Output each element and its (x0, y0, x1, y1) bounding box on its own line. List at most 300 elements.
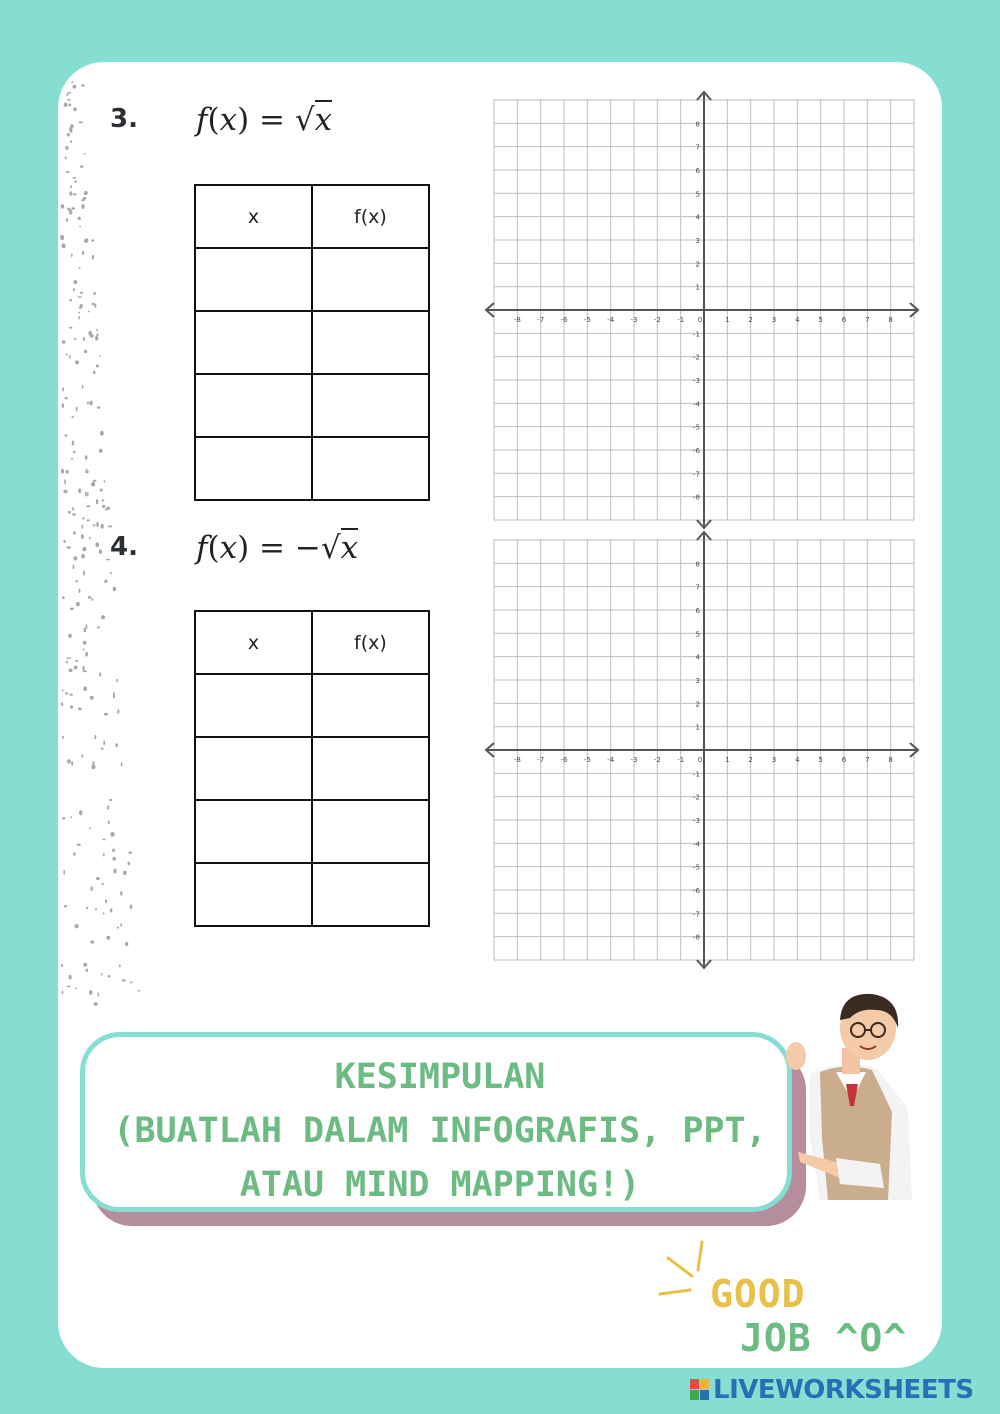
table-header-x: x (195, 611, 312, 674)
speckle-dot (78, 296, 82, 298)
speckle-dot (96, 334, 99, 336)
speckle-dot (117, 926, 119, 928)
y-tick-label: 8 (695, 560, 700, 569)
speckle-dot (113, 869, 116, 874)
conclusion-instruction-1: (BUATLAH DALAM INFOGRAFIS, PPT, (113, 1111, 767, 1151)
speckle-dot (91, 765, 95, 770)
y-tick-label: 1 (695, 283, 700, 292)
x-tick-label: 1 (725, 316, 730, 324)
x-tick-label: -2 (653, 316, 661, 324)
speckle-dot (94, 304, 96, 308)
speckle-dot (84, 239, 88, 243)
speckle-dot (73, 531, 76, 534)
x-tick-label: 4 (795, 316, 800, 324)
speckle-dot (128, 862, 131, 865)
speckle-dot (86, 907, 88, 909)
x-tick-label: 3 (771, 756, 777, 764)
speckle-dot (110, 908, 113, 912)
speckle-dot (89, 990, 93, 995)
formula-arg: x (219, 102, 238, 138)
speckle-dot (66, 470, 69, 474)
speckle-dot (67, 133, 70, 137)
speckle-dot (101, 883, 103, 885)
speckle-dot (91, 598, 93, 601)
liveworksheets-footer[interactable] (690, 1374, 974, 1406)
speckle-dot (71, 761, 73, 766)
y-tick-label: 7 (695, 143, 700, 152)
table-cell[interactable] (195, 311, 312, 374)
table-cell[interactable] (195, 374, 312, 437)
speckle-dot (83, 337, 85, 341)
speckle-dot (88, 596, 92, 599)
speckle-dot (66, 353, 68, 355)
speckle-dot (72, 507, 74, 510)
y-tick-label: 4 (695, 213, 700, 222)
y-tick-label: -3 (693, 377, 700, 385)
speckle-dot (70, 185, 72, 188)
good-text: GOOD (710, 1272, 806, 1316)
table-cell[interactable] (312, 863, 429, 926)
speckle-dot (66, 93, 68, 96)
table-cell[interactable] (312, 800, 429, 863)
speckle-dot (81, 534, 84, 539)
speckle-dot (78, 488, 81, 493)
x-tick-label: 6 (841, 756, 847, 764)
x-tick-label: 7 (865, 756, 870, 764)
speckle-dot (75, 580, 78, 582)
x-tick-label: 6 (841, 316, 847, 324)
speckle-dot (64, 905, 67, 907)
speckle-dot (68, 209, 72, 211)
speckle-dot (86, 469, 88, 471)
speckle-dot (138, 990, 140, 992)
speckle-dot (84, 153, 86, 155)
speckle-dot (100, 355, 102, 357)
speckle-dot (71, 458, 74, 460)
teacher-illustration (780, 988, 920, 1204)
formula-fn: f (196, 102, 208, 138)
y-tick-label: -4 (693, 400, 700, 409)
speckle-dot (79, 589, 81, 593)
speckle-dot (62, 387, 64, 391)
x-tick-label: 1 (725, 756, 730, 764)
speckle-dot (65, 157, 67, 160)
speckle-dot (85, 652, 88, 657)
speckle-dot (125, 942, 129, 946)
speckle-dot (81, 554, 85, 558)
speckle-dot (82, 547, 86, 551)
speckle-dot (67, 759, 71, 763)
speckle-dot (73, 853, 76, 856)
speckle-dot (86, 505, 90, 507)
y-tick-label: -8 (693, 933, 700, 942)
sqrt-icon: √ (294, 102, 315, 138)
problem-4-number: 4. (110, 532, 138, 562)
table-header-fx: f(x) (312, 611, 429, 674)
speckle-dot (95, 336, 98, 341)
speckle-dot (68, 511, 71, 514)
x-tick-label: -6 (560, 316, 568, 324)
table-cell[interactable] (312, 674, 429, 737)
speckle-dot (62, 991, 64, 995)
speckle-dot (69, 327, 73, 329)
speckle-dot (90, 887, 93, 891)
conclusion-text (86, 1050, 794, 1212)
speckle-dot (94, 735, 96, 739)
speckle-dot (101, 747, 103, 750)
formula-radicand: x (340, 530, 359, 566)
speckle-dot (88, 311, 90, 313)
speckle-dot (84, 191, 88, 195)
x-tick-label: 2 (748, 316, 753, 324)
y-tick-label: 6 (695, 607, 700, 615)
speckle-dot (63, 490, 67, 494)
sqrt-icon: √ (320, 530, 341, 566)
speckle-dot (91, 239, 94, 241)
y-tick-label: 4 (695, 653, 700, 662)
formula-sign: − (294, 530, 321, 566)
speckle-dot (81, 199, 85, 201)
liveworksheets-logo-icon (690, 1379, 710, 1401)
table-cell[interactable] (312, 437, 429, 500)
speckle-dot (104, 480, 106, 482)
speckle-dot (65, 692, 68, 694)
speckle-dot (96, 365, 99, 368)
speckle-dot (82, 666, 84, 671)
speckle-decoration (58, 62, 158, 1022)
speckle-dot (62, 817, 65, 820)
speckle-dot (66, 171, 70, 173)
speckle-dot (70, 608, 74, 611)
x-tick-label: 5 (818, 316, 823, 324)
speckle-dot (70, 694, 73, 696)
x-tick-label: -5 (583, 756, 591, 764)
speckle-dot (79, 226, 81, 228)
x-tick-label: -3 (630, 756, 638, 764)
speckle-dot (84, 628, 86, 632)
speckle-dot (75, 360, 79, 364)
speckle-dot (62, 340, 66, 343)
speckle-dot (63, 870, 65, 875)
speckle-dot (68, 92, 72, 94)
speckle-dot (85, 471, 88, 474)
y-tick-label: -5 (693, 863, 700, 872)
speckle-dot (101, 615, 105, 619)
speckle-dot (70, 816, 72, 818)
speckle-dot (105, 579, 107, 583)
speckle-dot (87, 492, 89, 496)
speckle-dot (84, 350, 87, 353)
table-cell[interactable] (195, 674, 312, 737)
speckle-dot (71, 253, 73, 257)
speckle-dot (81, 204, 84, 209)
speckle-dot (66, 661, 69, 663)
speckle-dot (68, 634, 72, 638)
speckle-dot (78, 316, 80, 319)
speckle-dot (93, 292, 96, 295)
speckle-dot (73, 107, 77, 111)
speckle-dot (81, 84, 84, 86)
problem-3-formula: f(x) = √x (196, 102, 333, 138)
speckle-dot (94, 1002, 98, 1006)
speckle-dot (75, 988, 77, 990)
speckle-dot (64, 479, 66, 484)
speckle-dot (69, 210, 72, 214)
speckle-dot (90, 940, 94, 943)
speckle-dot (109, 799, 113, 801)
x-tick-label: 0 (697, 756, 703, 764)
x-tick-label: 2 (748, 756, 753, 764)
speckle-dot (93, 524, 96, 526)
speckle-dot (61, 964, 63, 967)
table-cell[interactable] (195, 737, 312, 800)
speckle-dot (73, 288, 75, 291)
y-tick-label: 5 (695, 630, 700, 639)
speckle-dot (103, 853, 105, 857)
table-cell[interactable] (195, 863, 312, 926)
speckle-dot (62, 243, 66, 248)
x-tick-label: -1 (677, 316, 685, 324)
speckle-dot (130, 904, 133, 909)
speckle-dot (110, 832, 114, 837)
x-tick-label: 0 (697, 316, 703, 324)
speckle-dot (120, 923, 122, 926)
speckle-dot (92, 255, 94, 260)
x-tick-label: 8 (888, 316, 893, 324)
y-tick-label: -6 (693, 447, 700, 455)
speckle-dot (78, 312, 80, 314)
speckle-dot (83, 571, 85, 576)
y-tick-label: -5 (693, 423, 700, 432)
speckle-dot (78, 217, 81, 221)
speckle-dot (116, 679, 118, 683)
speckle-dot (89, 827, 91, 829)
speckle-dot (90, 696, 94, 700)
speckle-dot (87, 401, 89, 404)
y-tick-label: -1 (693, 330, 700, 339)
speckle-dot (97, 626, 100, 628)
speckle-dot (103, 740, 105, 745)
speckle-dot (82, 524, 84, 528)
speckle-dot (83, 963, 87, 967)
speckle-dot (122, 979, 126, 981)
y-tick-label: -4 (693, 840, 700, 849)
speckle-dot (86, 519, 89, 521)
speckle-dot (120, 891, 123, 895)
footer-brand: LIVEWORKSHEETS (713, 1375, 974, 1405)
speckle-dot (74, 338, 76, 340)
y-tick-label: 2 (695, 700, 700, 709)
speckle-dot (67, 657, 69, 660)
speckle-dot (128, 852, 132, 854)
speckle-dot (101, 524, 104, 529)
speckle-dot (73, 177, 77, 179)
speckle-dot (93, 371, 96, 374)
x-tick-label: -1 (677, 756, 685, 764)
speckle-dot (82, 385, 84, 389)
speckle-dot (108, 975, 111, 978)
x-tick-label: -8 (513, 316, 521, 324)
problem-4-value-table (194, 610, 430, 927)
speckle-dot (80, 304, 83, 308)
speckle-dot (67, 546, 71, 548)
speckle-dot (74, 666, 78, 670)
speckle-dot (72, 451, 75, 453)
speckle-dot (93, 480, 97, 482)
problem-4-formula: f(x) = −√x (196, 530, 359, 566)
y-tick-label: 5 (695, 190, 700, 199)
x-tick-label: -4 (607, 316, 615, 324)
speckle-dot (73, 556, 77, 560)
speckle-dot (62, 690, 64, 692)
speckle-dot (76, 602, 80, 606)
speckle-dot (96, 877, 100, 880)
speckle-dot (69, 355, 71, 359)
speckle-dot (112, 857, 116, 861)
speckle-dot (72, 513, 76, 516)
speckle-dot (103, 839, 106, 841)
coordinate-grid-4[interactable] (482, 530, 922, 970)
table-cell[interactable] (312, 374, 429, 437)
speckle-dot (78, 267, 80, 269)
speckle-dot (60, 235, 64, 240)
speckle-dot (85, 492, 87, 497)
x-tick-label: 8 (888, 756, 893, 764)
y-tick-label: 3 (695, 237, 700, 245)
speckle-dot (73, 193, 77, 195)
speckle-dot (71, 207, 75, 210)
speckle-dot (100, 489, 103, 492)
speckle-dot (63, 540, 65, 543)
speckle-dot (77, 844, 81, 846)
speckle-dot (75, 660, 78, 662)
y-tick-label: -2 (693, 353, 700, 362)
speckle-dot (123, 871, 127, 875)
y-tick-label: -1 (693, 770, 700, 779)
table-header-x: x (195, 185, 312, 248)
speckle-dot (113, 587, 116, 592)
y-tick-label: -6 (693, 887, 700, 895)
x-tick-label: 7 (865, 316, 870, 324)
speckle-dot (83, 687, 87, 691)
speckle-dot (80, 292, 83, 294)
speckle-dot (115, 743, 118, 747)
speckle-dot (69, 299, 72, 302)
x-tick-label: -8 (513, 756, 521, 764)
y-tick-label: 8 (695, 120, 700, 129)
x-tick-label: -5 (583, 316, 591, 324)
speckle-dot (105, 899, 107, 903)
speckle-dot (119, 964, 121, 967)
speckle-dot (70, 140, 72, 143)
formula-arg: x (219, 530, 238, 566)
conclusion-instruction-2: ATAU MIND MAPPING!) (239, 1165, 641, 1205)
speckle-dot (105, 509, 108, 511)
table-cell[interactable] (312, 311, 429, 374)
speckle-dot (72, 441, 74, 446)
y-tick-label: 1 (695, 723, 700, 732)
speckle-dot (79, 810, 82, 815)
speckle-dot (62, 736, 64, 739)
speckle-dot (74, 280, 78, 284)
speckle-dot (121, 762, 123, 767)
speckle-dot (83, 648, 85, 650)
speckle-dot (82, 754, 84, 757)
table-cell[interactable] (195, 248, 312, 311)
y-tick-label: 6 (695, 167, 700, 175)
speckle-dot (95, 542, 99, 547)
formula-radicand: x (314, 102, 333, 138)
table-cell[interactable] (312, 248, 429, 311)
speckle-dot (100, 431, 104, 436)
speckle-dot (61, 469, 64, 474)
speckle-dot (90, 334, 94, 338)
speckle-dot (62, 596, 65, 599)
table-cell[interactable] (195, 437, 312, 500)
speckle-dot (62, 403, 64, 408)
x-tick-label: -4 (607, 756, 615, 764)
coordinate-grid-3[interactable] (482, 90, 922, 530)
table-header-fx: f(x) (312, 185, 429, 248)
speckle-dot (96, 499, 99, 504)
speckle-dot (102, 499, 105, 501)
sparkle-lines-icon (656, 1238, 706, 1298)
speckle-dot (108, 525, 112, 527)
x-tick-label: -6 (560, 756, 568, 764)
speckle-dot (75, 924, 79, 928)
speckle-dot (108, 820, 110, 824)
speckle-dot (83, 641, 87, 645)
speckle-dot (68, 104, 71, 107)
speckle-dot (72, 416, 74, 418)
speckle-dot (61, 204, 65, 209)
speckle-dot (69, 657, 71, 659)
speckle-dot (61, 702, 63, 706)
speckle-dot (95, 908, 98, 910)
x-tick-label: -7 (537, 316, 545, 324)
speckle-dot (69, 191, 72, 196)
speckle-dot (112, 849, 115, 852)
speckle-dot (67, 147, 69, 150)
speckle-dot (110, 572, 112, 575)
speckle-dot (102, 505, 105, 508)
speckle-dot (96, 329, 98, 332)
speckle-dot (71, 81, 74, 83)
speckle-dot (73, 85, 77, 89)
job-text: JOB ^O^ (740, 1316, 908, 1360)
speckle-dot (91, 482, 95, 487)
speckle-dot (117, 709, 119, 713)
speckle-dot (73, 565, 75, 570)
speckle-dot (83, 670, 87, 672)
table-cell[interactable] (195, 800, 312, 863)
speckle-dot (99, 449, 103, 453)
speckle-dot (92, 303, 95, 305)
table-cell[interactable] (312, 737, 429, 800)
x-tick-label: 5 (818, 756, 823, 764)
speckle-dot (90, 401, 93, 406)
speckle-dot (130, 981, 132, 983)
speckle-dot (107, 805, 109, 809)
speckle-dot (97, 406, 101, 409)
x-tick-label: 4 (795, 756, 800, 764)
x-tick-label: -2 (653, 756, 661, 764)
speckle-dot (89, 537, 91, 539)
speckle-dot (97, 992, 99, 997)
speckle-dot (113, 692, 115, 694)
problem-3-number: 3. (110, 104, 138, 134)
problem-3-value-table (194, 184, 430, 501)
